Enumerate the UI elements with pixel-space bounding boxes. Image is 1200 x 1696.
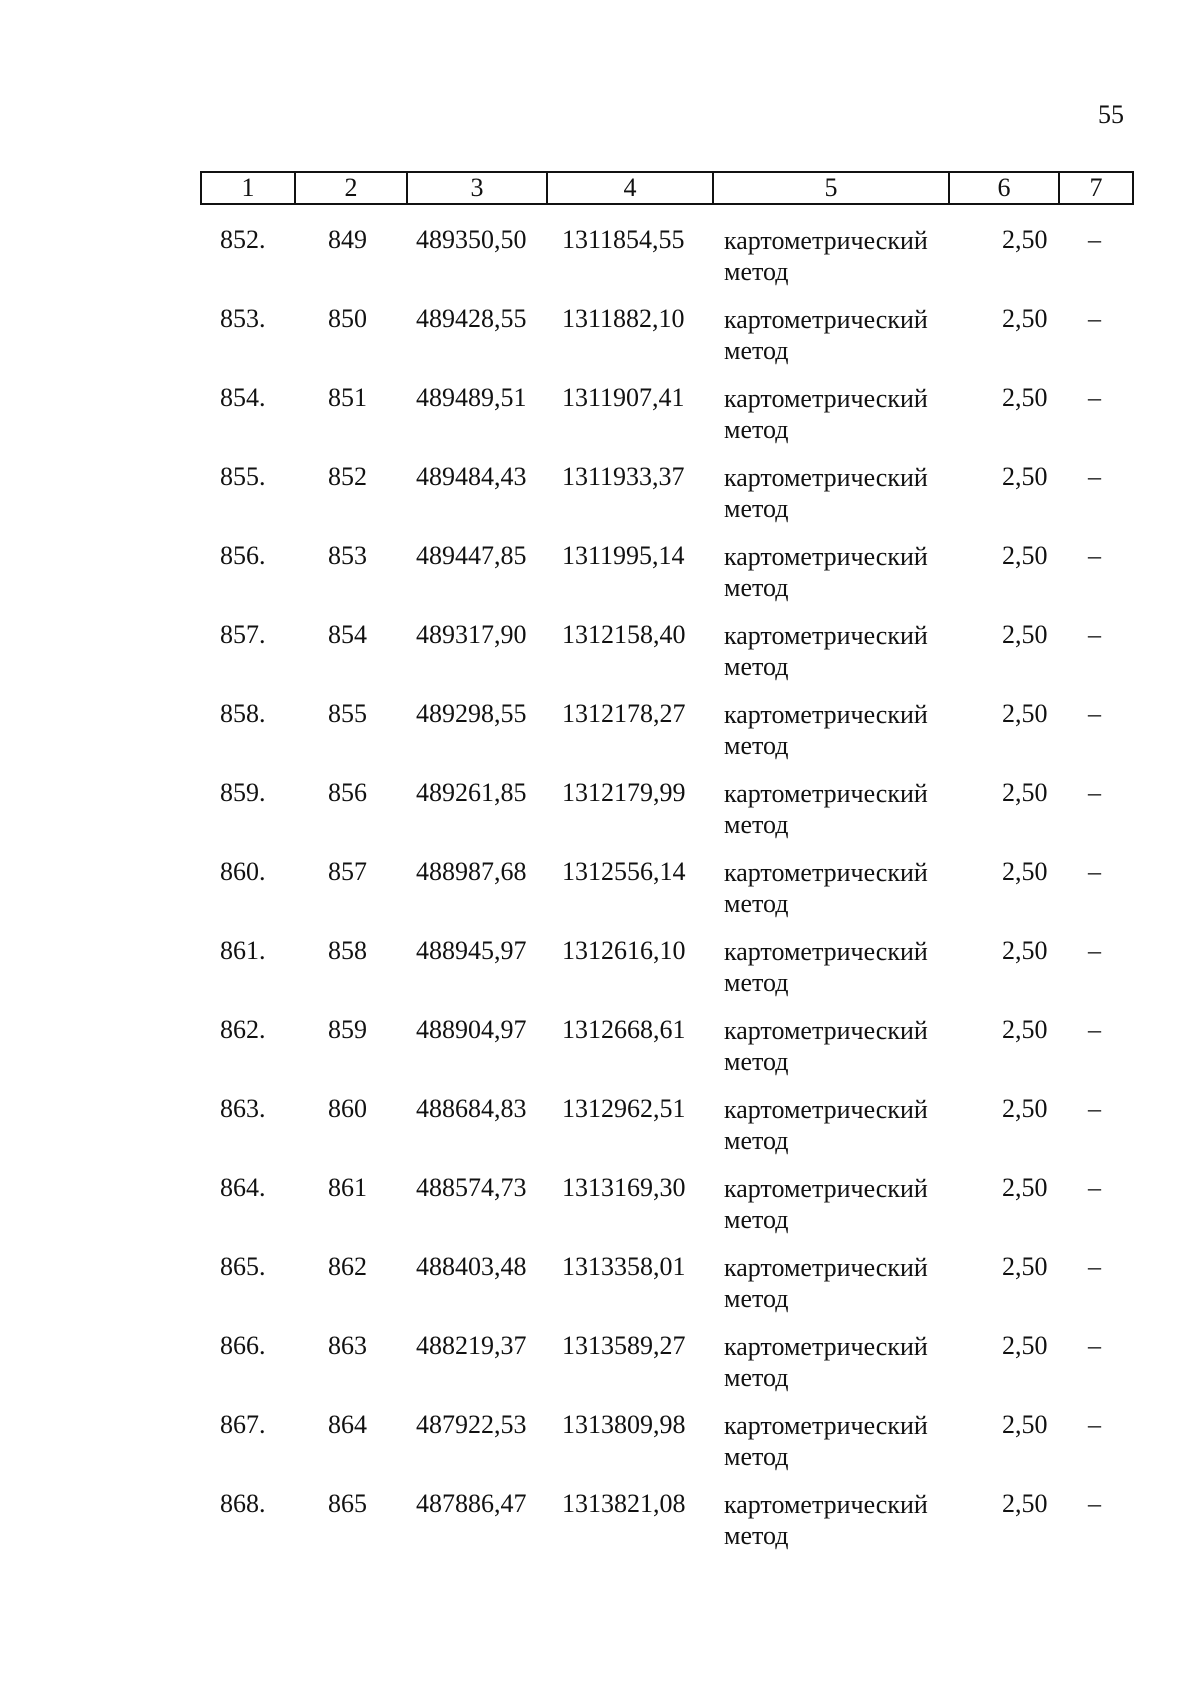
point-number: 861 [328, 1173, 367, 1202]
method-line-2: метод [724, 968, 789, 997]
method-cell [724, 1331, 954, 1393]
coordinate-x: 489484,43 [416, 462, 527, 491]
row-number: 867. [220, 1410, 266, 1439]
column-header-3: 3 [407, 172, 547, 204]
method-cell [724, 1094, 954, 1156]
accuracy-value: 2,50 [1002, 1252, 1048, 1281]
coordinate-x: 489350,50 [416, 225, 527, 254]
coordinate-x: 488904,97 [416, 1015, 527, 1044]
method-line-1: картометрический [724, 463, 928, 492]
table-row [200, 459, 1132, 538]
method-line-2: метод [724, 731, 789, 760]
accuracy-value: 2,50 [1002, 1094, 1048, 1123]
accuracy-value: 2,50 [1002, 936, 1048, 965]
method-line-2: метод [724, 810, 789, 839]
coordinate-y: 1311907,41 [562, 383, 685, 412]
table-row [200, 696, 1132, 775]
note-value: – [1088, 1489, 1101, 1518]
note-value: – [1088, 541, 1101, 570]
coordinate-x: 487922,53 [416, 1410, 527, 1439]
method-line-2: метод [724, 257, 789, 286]
accuracy-value: 2,50 [1002, 1015, 1048, 1044]
method-line-2: метод [724, 652, 789, 681]
row-number: 856. [220, 541, 266, 570]
note-value: – [1088, 699, 1101, 728]
coordinate-y: 1311933,37 [562, 462, 685, 491]
note-value: – [1088, 1331, 1101, 1360]
note-value: – [1088, 304, 1101, 333]
table-row [200, 1091, 1132, 1170]
method-cell [724, 778, 954, 840]
column-header-5: 5 [713, 172, 949, 204]
method-line-1: картометрический [724, 621, 928, 650]
method-line-1: картометрический [724, 937, 928, 966]
coordinate-x: 489489,51 [416, 383, 527, 412]
point-number: 862 [328, 1252, 367, 1281]
method-line-2: метод [724, 336, 789, 365]
method-line-2: метод [724, 415, 789, 444]
accuracy-value: 2,50 [1002, 857, 1048, 886]
coordinate-rows [200, 222, 1132, 1565]
table-row [200, 538, 1132, 617]
coordinate-y: 1312179,99 [562, 778, 686, 807]
row-number: 857. [220, 620, 266, 649]
method-line-2: метод [724, 1363, 789, 1392]
note-value: – [1088, 1094, 1101, 1123]
coordinate-y: 1312616,10 [562, 936, 686, 965]
table-row [200, 222, 1132, 301]
table-row [200, 1170, 1132, 1249]
point-number: 856 [328, 778, 367, 807]
table-row [200, 380, 1132, 459]
accuracy-value: 2,50 [1002, 1173, 1048, 1202]
coordinate-y: 1312158,40 [562, 620, 686, 649]
column-header-4: 4 [547, 172, 713, 204]
method-line-1: картометрический [724, 542, 928, 571]
method-line-1: картометрический [724, 1332, 928, 1361]
note-value: – [1088, 1173, 1101, 1202]
table-row [200, 1249, 1132, 1328]
note-value: – [1088, 1252, 1101, 1281]
accuracy-value: 2,50 [1002, 620, 1048, 649]
row-number: 852. [220, 225, 266, 254]
point-number: 863 [328, 1331, 367, 1360]
row-number: 855. [220, 462, 266, 491]
table-row [200, 933, 1132, 1012]
method-line-1: картометрический [724, 700, 928, 729]
note-value: – [1088, 936, 1101, 965]
point-number: 859 [328, 1015, 367, 1044]
row-number: 862. [220, 1015, 266, 1044]
note-value: – [1088, 857, 1101, 886]
method-cell [724, 620, 954, 682]
method-line-2: метод [724, 573, 789, 602]
coordinate-x: 489298,55 [416, 699, 527, 728]
accuracy-value: 2,50 [1002, 304, 1048, 333]
method-cell [724, 541, 954, 603]
method-line-1: картометрический [724, 384, 928, 413]
method-line-1: картометрический [724, 1253, 928, 1282]
note-value: – [1088, 778, 1101, 807]
method-cell [724, 1410, 954, 1472]
coordinate-x: 489317,90 [416, 620, 527, 649]
method-line-2: метод [724, 1047, 789, 1076]
accuracy-value: 2,50 [1002, 462, 1048, 491]
method-cell [724, 1173, 954, 1235]
column-header-table [200, 171, 1134, 205]
method-line-1: картометрический [724, 1490, 928, 1519]
method-line-2: метод [724, 1126, 789, 1155]
method-line-2: метод [724, 889, 789, 918]
page-number: 55 [1098, 100, 1124, 129]
note-value: – [1088, 462, 1101, 491]
coordinate-x: 487886,47 [416, 1489, 527, 1518]
method-cell [724, 462, 954, 524]
method-cell [724, 1252, 954, 1314]
accuracy-value: 2,50 [1002, 1331, 1048, 1360]
note-value: – [1088, 225, 1101, 254]
method-line-1: картометрический [724, 226, 928, 255]
method-cell [724, 936, 954, 998]
accuracy-value: 2,50 [1002, 541, 1048, 570]
coordinate-y: 1311854,55 [562, 225, 685, 254]
column-header-row [201, 172, 1133, 204]
coordinate-y: 1312962,51 [562, 1094, 686, 1123]
method-line-1: картометрический [724, 305, 928, 334]
point-number: 849 [328, 225, 367, 254]
method-cell [724, 383, 954, 445]
method-line-2: метод [724, 1205, 789, 1234]
point-number: 858 [328, 936, 367, 965]
accuracy-value: 2,50 [1002, 1489, 1048, 1518]
point-number: 850 [328, 304, 367, 333]
method-cell [724, 699, 954, 761]
method-line-1: картометрический [724, 858, 928, 887]
accuracy-value: 2,50 [1002, 383, 1048, 412]
note-value: – [1088, 1015, 1101, 1044]
coordinate-x: 489261,85 [416, 778, 527, 807]
method-cell [724, 1489, 954, 1551]
point-number: 857 [328, 857, 367, 886]
method-line-1: картометрический [724, 1174, 928, 1203]
method-cell [724, 857, 954, 919]
coordinate-y: 1312556,14 [562, 857, 686, 886]
coordinate-y: 1313358,01 [562, 1252, 686, 1281]
coordinate-y: 1313821,08 [562, 1489, 686, 1518]
point-number: 852 [328, 462, 367, 491]
table-row [200, 617, 1132, 696]
row-number: 864. [220, 1173, 266, 1202]
method-line-2: метод [724, 494, 789, 523]
column-header-6: 6 [949, 172, 1059, 204]
coordinate-y: 1312668,61 [562, 1015, 686, 1044]
method-line-2: метод [724, 1521, 789, 1550]
accuracy-value: 2,50 [1002, 1410, 1048, 1439]
table-row [200, 301, 1132, 380]
method-line-1: картометрический [724, 1016, 928, 1045]
method-cell [724, 304, 954, 366]
row-number: 863. [220, 1094, 266, 1123]
coordinate-x: 489428,55 [416, 304, 527, 333]
coordinate-y: 1311882,10 [562, 304, 685, 333]
point-number: 864 [328, 1410, 367, 1439]
method-cell [724, 1015, 954, 1077]
point-number: 853 [328, 541, 367, 570]
row-number: 866. [220, 1331, 266, 1360]
method-line-2: метод [724, 1442, 789, 1471]
coordinate-y: 1313809,98 [562, 1410, 686, 1439]
point-number: 865 [328, 1489, 367, 1518]
row-number: 865. [220, 1252, 266, 1281]
row-number: 853. [220, 304, 266, 333]
row-number: 859. [220, 778, 266, 807]
table-row [200, 775, 1132, 854]
column-header-2: 2 [295, 172, 407, 204]
table-row [200, 1407, 1132, 1486]
coordinate-x: 488684,83 [416, 1094, 527, 1123]
point-number: 860 [328, 1094, 367, 1123]
coordinate-x: 488403,48 [416, 1252, 527, 1281]
method-line-2: метод [724, 1284, 789, 1313]
method-line-1: картометрический [724, 1411, 928, 1440]
row-number: 861. [220, 936, 266, 965]
accuracy-value: 2,50 [1002, 699, 1048, 728]
note-value: – [1088, 1410, 1101, 1439]
accuracy-value: 2,50 [1002, 225, 1048, 254]
point-number: 854 [328, 620, 367, 649]
coordinate-y: 1312178,27 [562, 699, 686, 728]
method-cell [724, 225, 954, 287]
note-value: – [1088, 620, 1101, 649]
note-value: – [1088, 383, 1101, 412]
method-line-1: картометрический [724, 1095, 928, 1124]
column-header-1: 1 [201, 172, 295, 204]
coordinate-x: 489447,85 [416, 541, 527, 570]
coordinate-y: 1313169,30 [562, 1173, 686, 1202]
point-number: 851 [328, 383, 367, 412]
coordinate-x: 488574,73 [416, 1173, 527, 1202]
method-line-1: картометрический [724, 779, 928, 808]
row-number: 868. [220, 1489, 266, 1518]
coordinate-x: 488987,68 [416, 857, 527, 886]
coordinate-y: 1311995,14 [562, 541, 685, 570]
table-row [200, 854, 1132, 933]
table-row [200, 1012, 1132, 1091]
row-number: 858. [220, 699, 266, 728]
row-number: 860. [220, 857, 266, 886]
column-header-7: 7 [1059, 172, 1133, 204]
point-number: 855 [328, 699, 367, 728]
row-number: 854. [220, 383, 266, 412]
accuracy-value: 2,50 [1002, 778, 1048, 807]
table-row [200, 1328, 1132, 1407]
coordinate-x: 488945,97 [416, 936, 527, 965]
coordinate-x: 488219,37 [416, 1331, 527, 1360]
coordinate-y: 1313589,27 [562, 1331, 686, 1360]
table-row [200, 1486, 1132, 1565]
